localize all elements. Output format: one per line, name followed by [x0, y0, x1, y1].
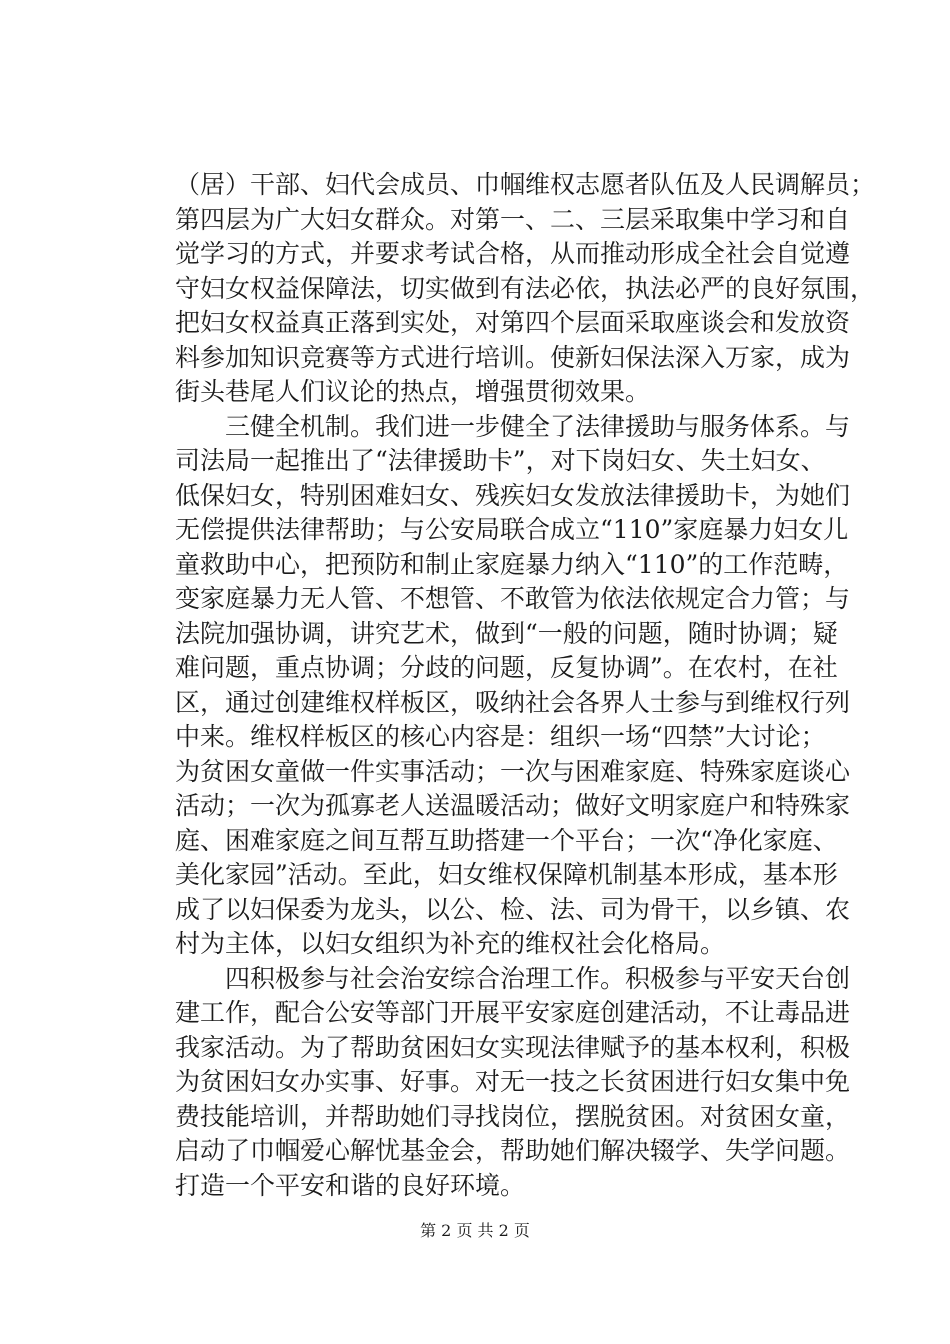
text-line: 守妇女权益保障法，切实做到有法必依，执法必严的良好氛围， [175, 273, 876, 303]
page-footer: 第 2 页 共 2 页 [420, 1221, 530, 1240]
text-line: （居）干部、妇代会成员、巾帼维权志愿者队伍及人民调解员； [175, 170, 876, 199]
text-line: 低保妇女，特别困难妇女、残疾妇女发放法律援助卡，为她们 [175, 480, 851, 510]
text-line: 启动了巾帼爱心解忧基金会，帮助她们解决辍学、失学问题。 [175, 1136, 851, 1165]
text-line: 难问题，重点协调；分歧的问题，反复协调”。在农村，在社 [175, 653, 838, 682]
text-line: 为贫困女童做一件实事活动；一次与困难家庭、特殊家庭谈心 [175, 756, 851, 786]
text-line: 区，通过创建维权样板区，吸纳社会各界人士参与到维权行列 [175, 687, 851, 717]
text-line: 我家活动。为了帮助贫困妇女实现法律赋予的基本权利，积极 [175, 1032, 851, 1062]
text-line: 无偿提供法律帮助；与公安局联合成立“110”家庭暴力妇女儿 [175, 515, 849, 544]
paragraph [175, 410, 851, 962]
document-body [175, 168, 876, 1203]
text-line: 料参加知识竞赛等方式进行培训。使新妇保法深入万家，成为 [175, 342, 851, 372]
text-line: 三健全机制。我们进一步健全了法律援助与服务体系。与 [225, 411, 851, 441]
text-line: 费技能培训，并帮助她们寻找岗位，摆脱贫困。对贫困女童， [175, 1101, 851, 1131]
text-line: 把妇女权益真正落到实处，对第四个层面采取座谈会和发放资 [175, 308, 851, 337]
text-line: 变家庭暴力无人管、不想管、不敢管为依法依规定合力管；与 [175, 584, 851, 613]
paragraph [175, 168, 876, 410]
text-line: 成了以妇保委为龙头，以公、检、法、司为骨干，以乡镇、农 [175, 894, 851, 924]
text-line: 觉学习的方式，并要求考试合格，从而推动形成全社会自觉遵 [175, 239, 851, 268]
text-line: 街头巷尾人们议论的热点，增强贯彻效果。 [175, 377, 651, 406]
paragraph [175, 962, 851, 1204]
text-line: 童救助中心，把预防和制止家庭暴力纳入“110”的工作范畴， [175, 549, 849, 579]
text-line: 四积极参与社会治安综合治理工作。积极参与平安天台创 [225, 963, 851, 993]
text-line: 打造一个平安和谐的良好环境。 [175, 1170, 526, 1200]
text-line: 美化家园”活动。至此，妇女维权保障机制基本形成，基本形 [175, 860, 838, 889]
text-line: 第四层为广大妇女群众。对第一、二、三层采取集中学习和自 [175, 204, 851, 234]
text-line: 庭、困难家庭之间互帮互助搭建一个平台；一次“净化家庭、 [175, 825, 838, 855]
text-line: 法院加强协调，讲究艺术，做到“一般的问题，随时协调；疑 [175, 618, 838, 648]
text-line: 为贫困妇女办实事、好事。对无一技之长贫困进行妇女集中免 [175, 1067, 851, 1096]
text-line: 司法局一起推出了“法律援助卡”，对下岗妇女、失土妇女、 [175, 446, 826, 475]
text-line: 中来。维权样板区的核心内容是：组织一场“四禁”大讨论； [175, 722, 826, 751]
text-line: 建工作，配合公安等部门开展平安家庭创建活动，不让毒品进 [175, 998, 851, 1027]
text-line: 村为主体，以妇女组织为补充的维权社会化格局。 [175, 929, 726, 958]
text-line: 活动；一次为孤寡老人送温暖活动；做好文明家庭户和特殊家 [175, 791, 851, 820]
